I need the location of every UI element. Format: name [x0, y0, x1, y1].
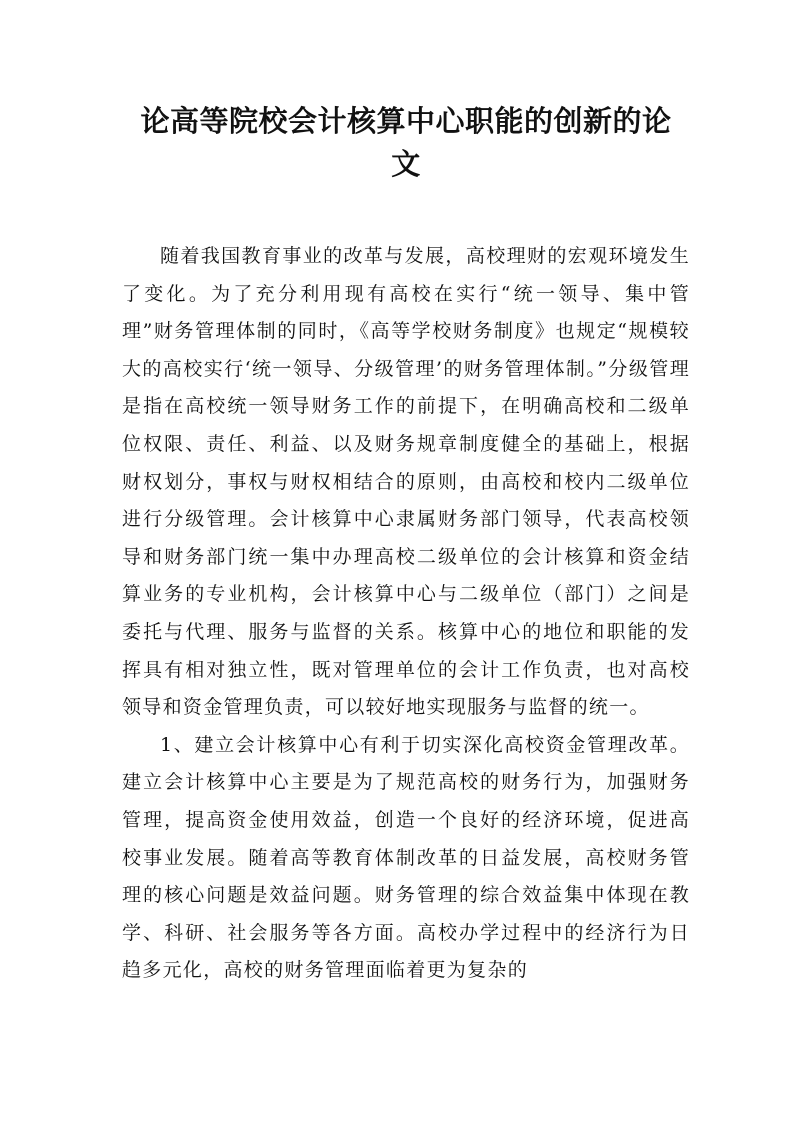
title-line-1: 论高等院校会计核算中心职能的创新的论: [140, 104, 672, 138]
paragraph-1: 随着我国教育事业的改革与发展，高校理财的宏观环境发生了变化。为了充分利用现有高校在实行“统一领导、集中管理”财务管理体制的同时，《高等学校财务制度》也规定“规模较大的高校实行‘统一领导、分级管理’的财务管理体制。”分级管理是指在高校统一领导财务工作的前提下，在明确高校和二级单位权限、责任、利益、以及财务规章制度健全的基础上，根据财权划分，事权与财权相结合的原则，由高校和校内二级单位进行分级管理。会计核算中心隶属财务部门领导，代表高校领导和财务部门统一集中办理高校二级单位的会计核算和资金结算业务的专业机构，会计核算中心与二级单位（部门）之间是委托与代理、服务与监督的关系。核算中心的地位和职能的发挥具有相对独立性，既对管理单位的会计工作负责，也对高校领导和资金管理负责，可以较好地实现服务与监督的统一。: [122, 245, 690, 719]
document-title: [122, 0, 690, 186]
paragraph-2: 1、建立会计核算中心有利于切实深化高校资金管理改革。建立会计核算中心主要是为了规范高校的财务行为，加强财务管理，提高资金使用效益，创造一个良好的经济环境，促进高校事业发展。随着高等教育体制改革的日益发展，高校财务管理的核心问题是效益问题。财务管理的综合效益集中体现在教学、科研、社会服务等各方面。高校办学过程中的经济行为日趋多元化，高校的财务管理面临着更为复杂的: [122, 733, 690, 982]
document-body: [122, 238, 690, 990]
title-line-2: 文: [391, 147, 421, 181]
